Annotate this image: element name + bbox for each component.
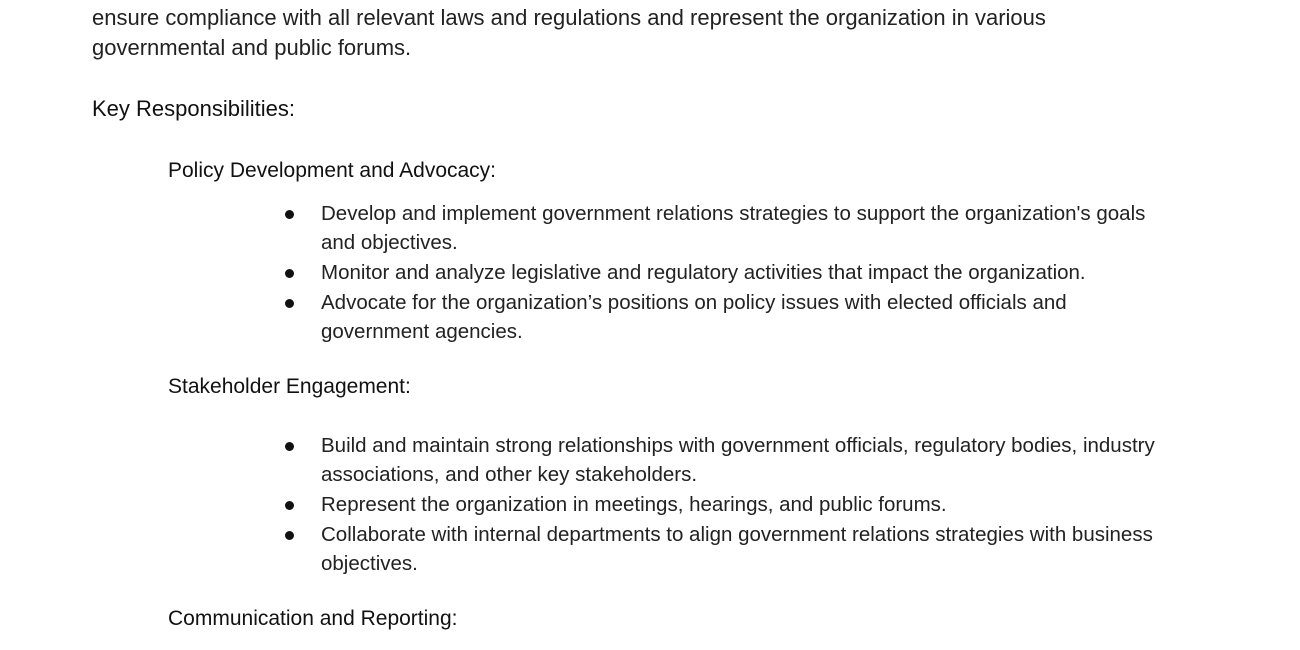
list-item: Monitor and analyze legislative and regulatory activities that impact the organization. [282,258,1202,287]
section-heading-stakeholder: Stakeholder Engagement: [168,375,411,398]
list-item: Collaborate with internal departments to align government relations strategies with business objectives. [282,520,1202,578]
bullet-dot-icon [285,299,294,308]
list-item: Build and maintain strong relationships with government officials, regulatory bodies, industry associations, and other key stakeholders. [282,431,1202,489]
bullet-dot-icon [285,442,294,451]
bullet-dot-icon [285,501,294,510]
list-item: Develop and implement government relations strategies to support the organization's goals and objectives. [282,199,1202,257]
intro-line: governmental and public forums. [92,35,412,60]
list-item: Advocate for the organization’s positions on policy issues with elected officials and government agencies. [282,288,1202,346]
bullet-dot-icon [285,531,294,540]
bullet-dot-icon [285,269,294,278]
bullet-dot-icon [285,210,294,219]
section-heading-policy: Policy Development and Advocacy: [168,159,497,182]
bullet-list-stakeholder [282,431,1202,579]
intro-paragraph [92,3,1202,63]
intro-line: ensure compliance with all relevant laws and regulations and represent the organization in various [92,5,1046,30]
list-item: Represent the organization in meetings, hearings, and public forums. [282,490,1202,519]
bullet-list-policy [282,199,1202,347]
key-responsibilities-heading: Key Responsibilities: [92,96,295,121]
section-heading-communication: Communication and Reporting: [168,607,458,630]
